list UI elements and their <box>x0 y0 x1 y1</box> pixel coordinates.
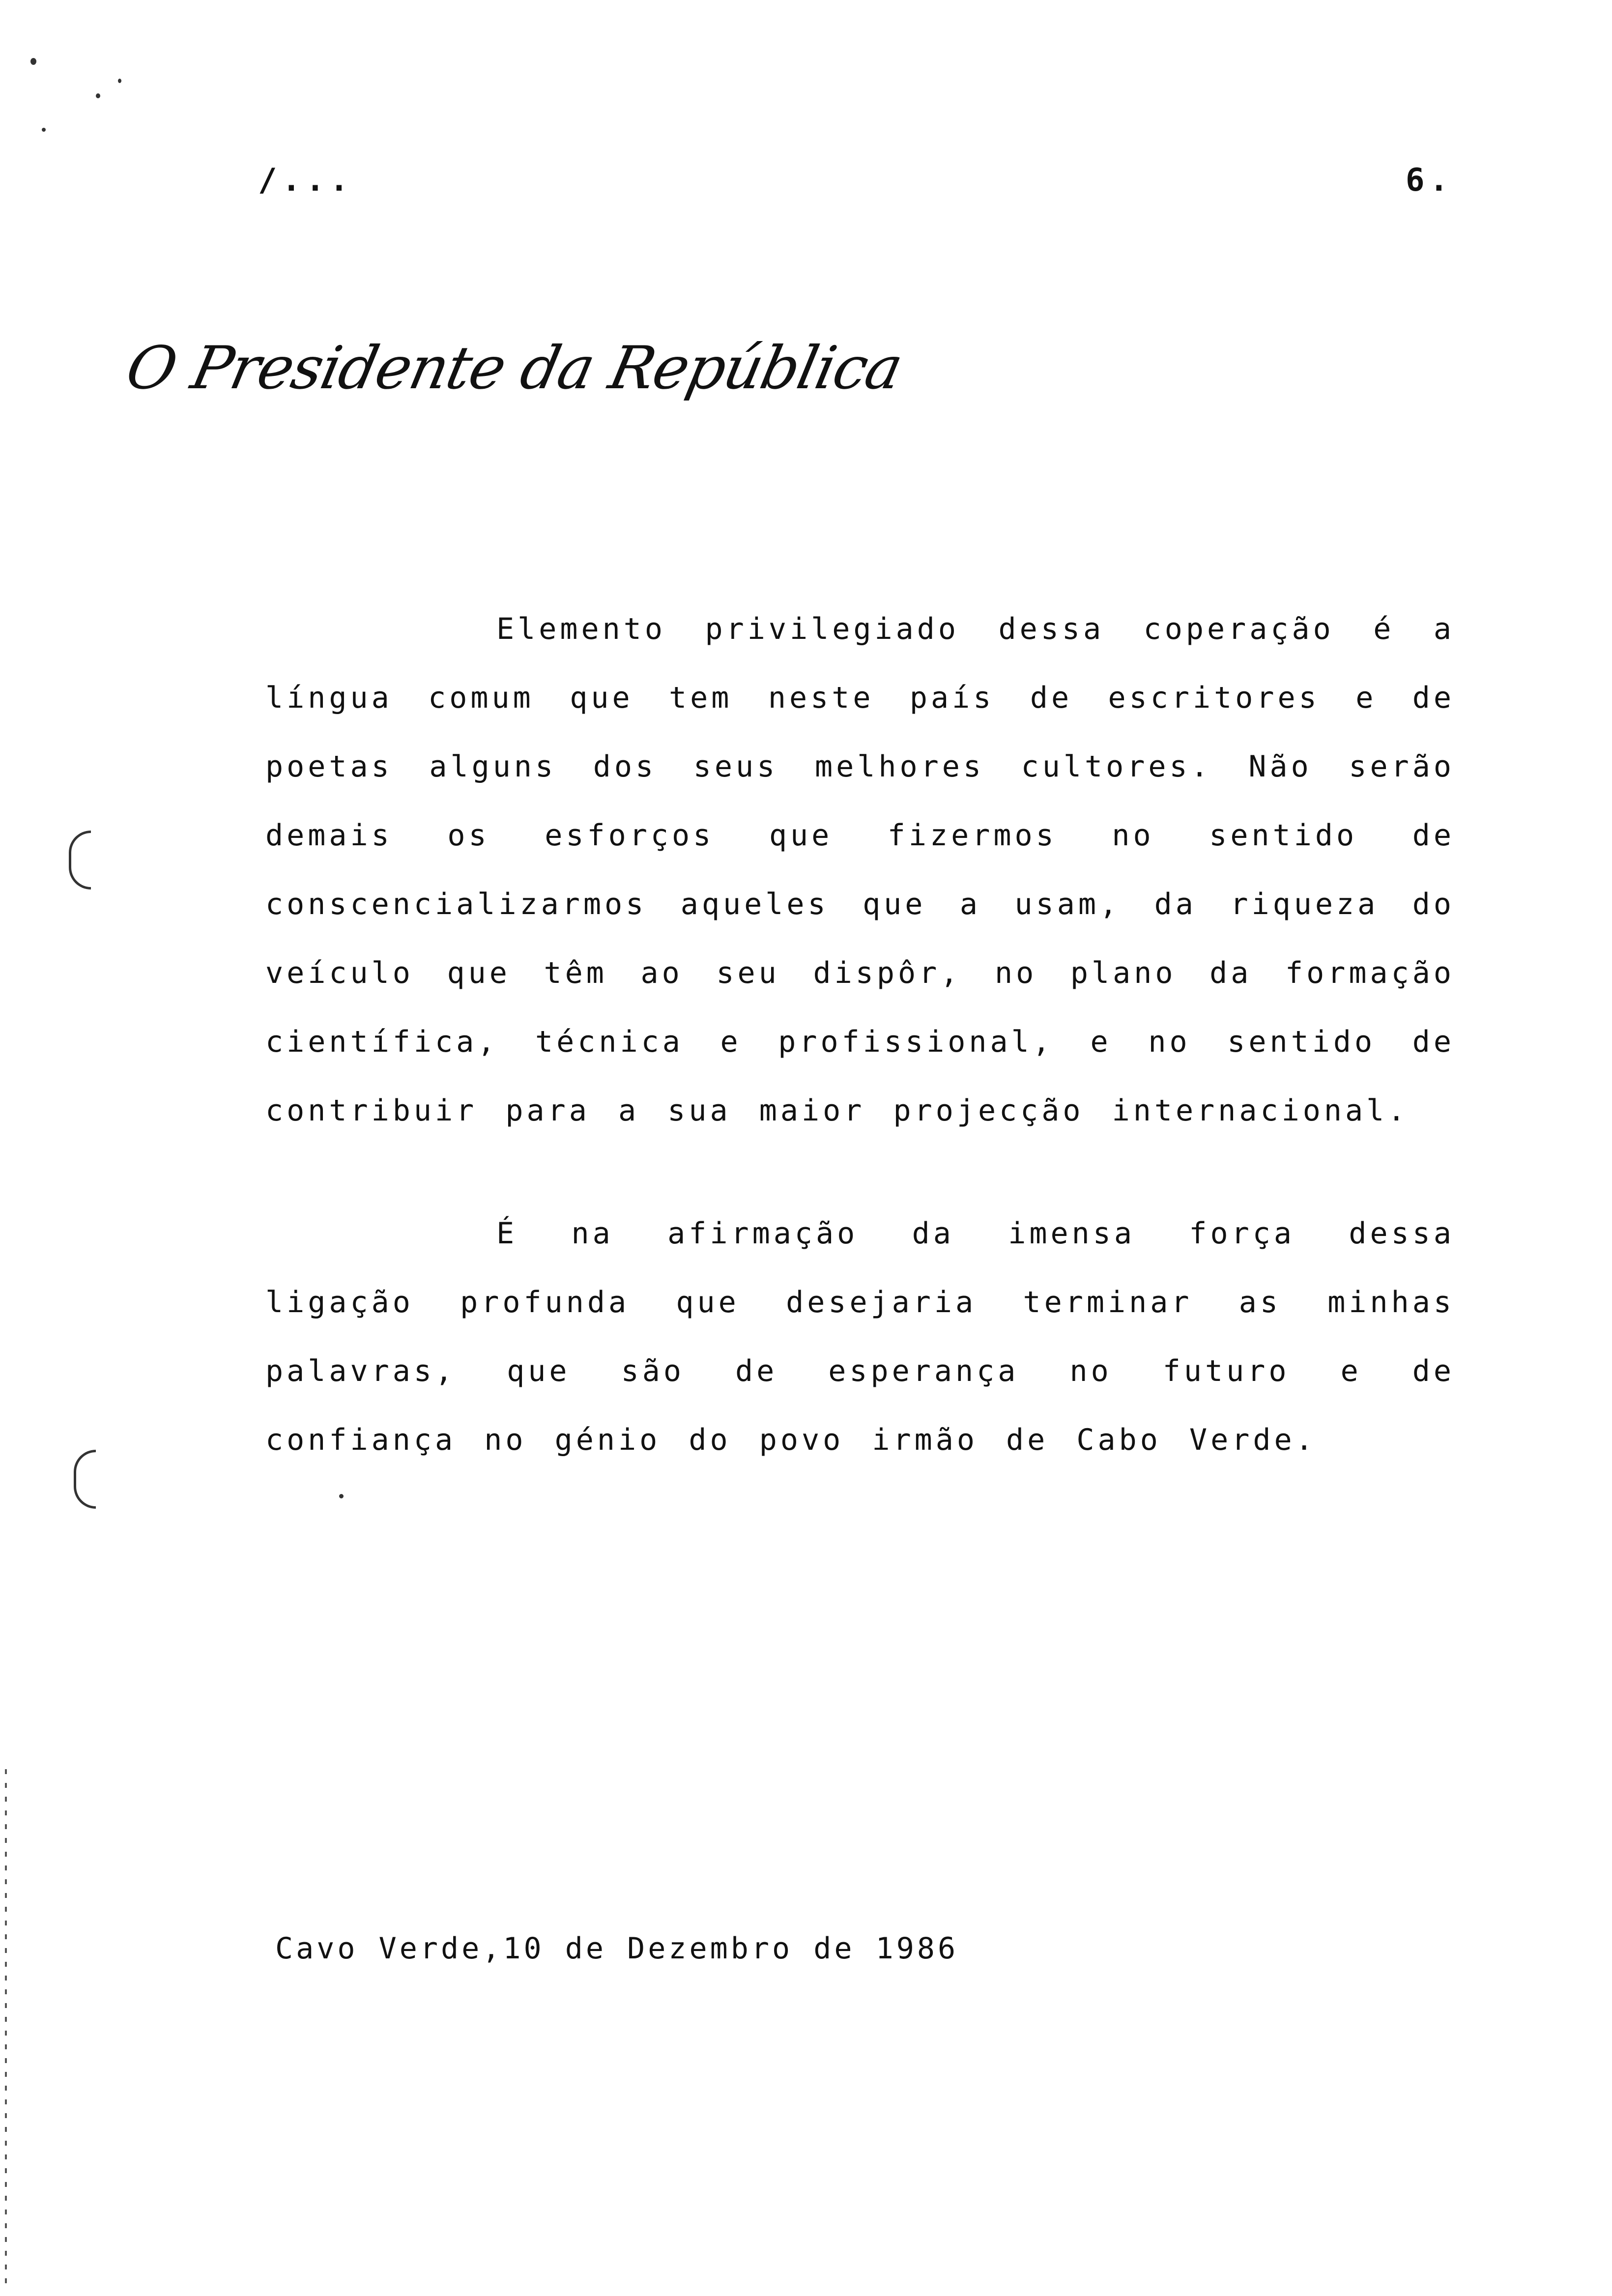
body-paragraph-2 <box>265 1199 1455 1474</box>
body-paragraph-1 <box>265 595 1455 1145</box>
letterhead-title: O Presidente da República <box>120 334 908 402</box>
continuation-mark: /... <box>258 162 354 199</box>
paragraph-text: É na afirmação da imensa força dessa ligação profunda que desejaria terminar as minhas palavras, que são de esperança no futuro e de confiança no génio do povo irmão de Cabo Verde. <box>265 1216 1455 1457</box>
scan-speck <box>30 58 36 65</box>
scan-speck <box>339 1494 344 1498</box>
scan-edge-artifact <box>5 1769 7 2285</box>
scan-speck <box>42 128 46 132</box>
scan-speck <box>96 93 100 98</box>
place-date-line: Cavo Verde,10 de Dezembro de 1986 <box>275 1931 959 1966</box>
margin-bracket-mark <box>74 1450 96 1509</box>
page-number: 6. <box>1406 162 1454 199</box>
margin-bracket-mark <box>69 831 91 890</box>
scan-speck <box>118 79 121 83</box>
paragraph-text: Elemento privilegiado dessa coperação é a língua comum que tem neste país de escritores e de poetas alguns dos seus melhores cultores. Não serão demais os esforços que fizermos no sentido de conscencializarmos aqueles que a usam, da riqueza do veículo que têm ao seu dispôr, no plano da formação científica, técnica e profissional, e no sentido de contribuir para a sua maior projecção internacional. <box>265 612 1455 1128</box>
